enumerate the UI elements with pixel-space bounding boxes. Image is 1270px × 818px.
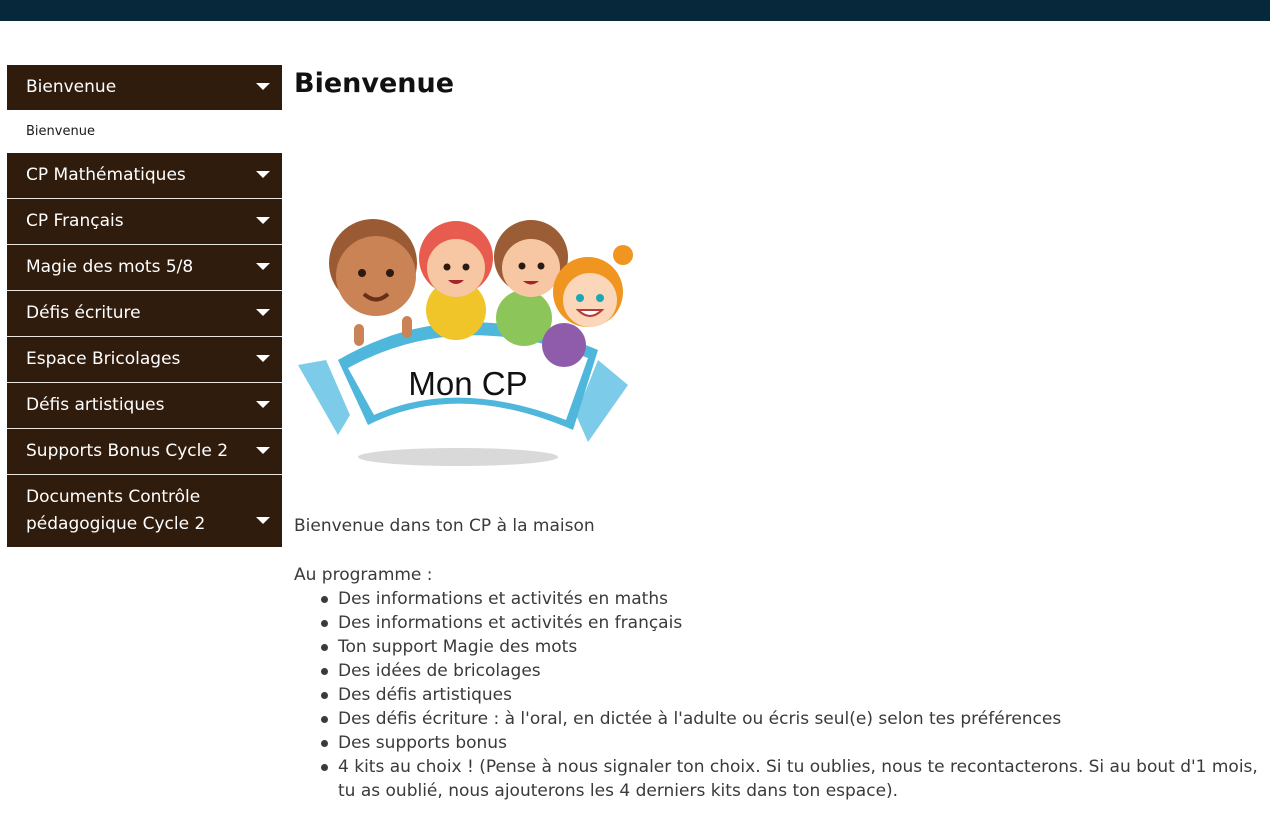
list-item: Des idées de bricolages [338,659,1258,683]
caret-down-icon [256,171,270,178]
sidebar-item-label: Supports Bonus Cycle 2 [26,441,229,461]
caret-down-icon [256,447,270,454]
main-content [294,60,1258,801]
sidebar-item-defis-artistiques[interactable] [7,383,282,429]
list-item: Des supports bonus [338,731,1258,755]
sidebar-item-label: Espace Bricolages [26,349,181,369]
program-list [338,587,1258,803]
list-item: Des informations et activités en français [338,611,1258,635]
caret-down-icon [256,517,270,524]
list-item: Des informations et activités en maths [338,587,1258,611]
caret-down-icon [256,263,270,270]
sidebar-item-label: Bienvenue [26,77,117,97]
sidebar-item-label: Documents Contrôle pédagogique Cycle 2 [26,487,206,534]
ribbon-text: Mon CP [408,365,528,402]
sidebar-item-cp-mathematiques[interactable] [7,153,282,199]
list-item: Des défis écriture : à l'oral, en dictée à l'adulte ou écris seul(e) selon tes préférences [338,707,1258,731]
list-item: Des défis artistiques [338,683,1258,707]
intro-text: Bienvenue dans ton CP à la maison [294,516,595,536]
sidebar-item-magie-des-mots[interactable] [7,245,282,291]
sidebar-item-espace-bricolages[interactable] [7,337,282,383]
sidebar-item-label: Défis artistiques [26,395,165,415]
sidebar-sublink-bienvenue[interactable]: Bienvenue [26,124,95,139]
sidebar-item-supports-bonus[interactable] [7,429,282,475]
sidebar-item-documents-controle[interactable] [7,475,282,547]
list-item: Ton support Magie des mots [338,635,1258,659]
sidebar-item-cp-francais[interactable] [7,199,282,245]
caret-down-icon [256,217,270,224]
page-title: Bienvenue [294,68,455,99]
sidebar-item-label: CP Mathématiques [26,165,186,185]
sidebar-item-label: CP Français [26,211,124,231]
caret-down-icon [256,401,270,408]
sidebar-item-defis-ecriture[interactable] [7,291,282,337]
list-item: 4 kits au choix ! (Pense à nous signaler ton choix. Si tu oublies, nous te recontacterons. Si au bout d'1 mois, tu as oublié, nous ajouterons les 4 derniers kits dans ton espace). [338,757,1258,801]
sidebar-item-label: Magie des mots 5/8 [26,257,194,277]
caret-down-icon [256,309,270,316]
sidebar-item-bienvenue[interactable] [7,65,282,110]
caret-down-icon [256,355,270,362]
caret-down-icon [256,83,270,90]
sidebar-nav [7,65,282,547]
kids-banner-image [298,210,638,470]
mon-cp-illustration [298,210,638,470]
program-label: Au programme : [294,565,433,585]
top-bar [0,0,1270,21]
sidebar-item-label: Défis écriture [26,303,141,323]
